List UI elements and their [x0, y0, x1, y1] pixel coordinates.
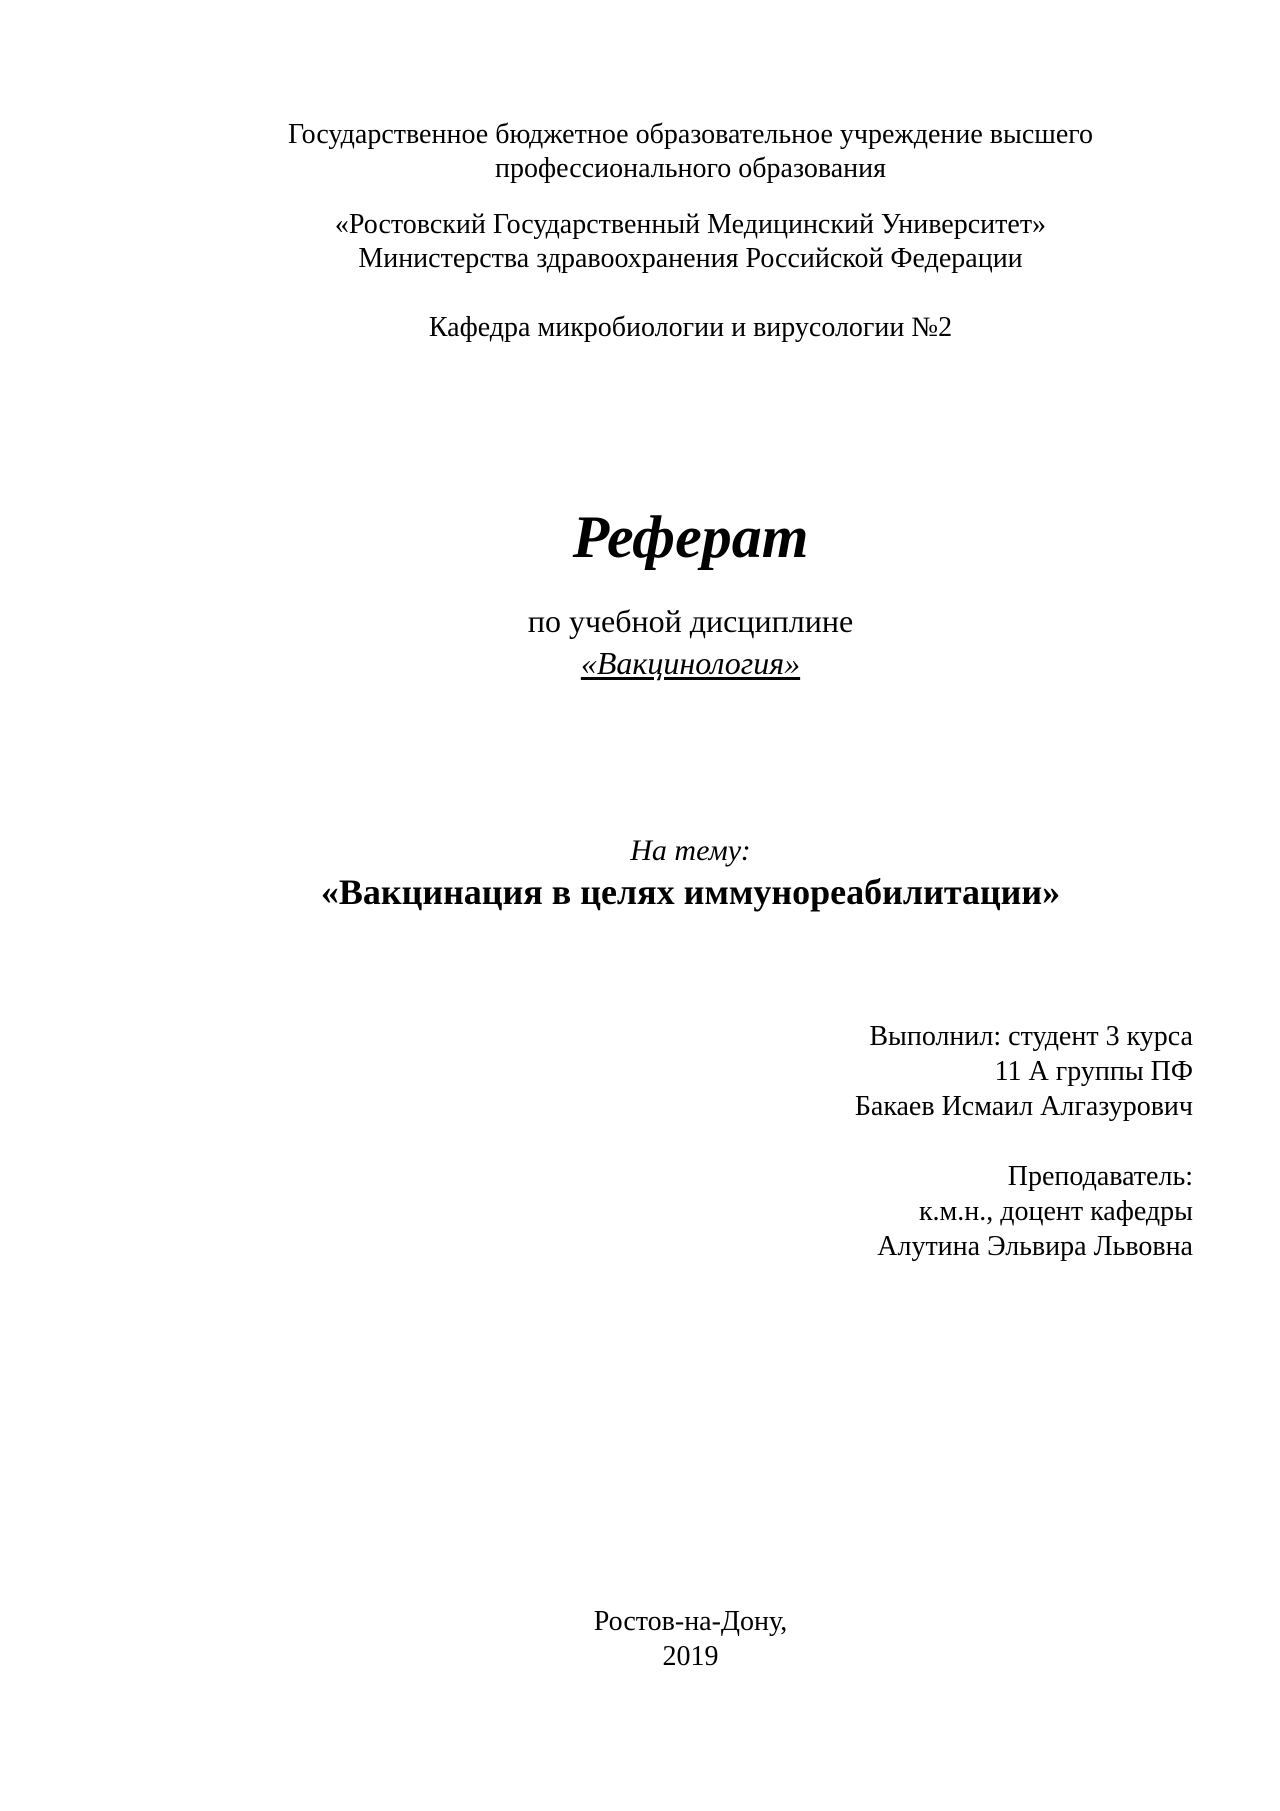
university-ministry: Министерства здравоохранения Российской Федерации — [358, 243, 1023, 274]
footer-city: Ростов-на-Дону, — [593, 1606, 788, 1637]
institution-line-2: профессионального образования — [495, 153, 886, 184]
teacher-block — [188, 1159, 1193, 1264]
teacher-name-line: Алутина Эльвира Львовна — [877, 1231, 1193, 1262]
university-block — [188, 208, 1193, 276]
author-block — [188, 1019, 1193, 1124]
teacher-degree-line: к.м.н., доцент кафедры — [918, 1196, 1193, 1227]
teacher-role-line: Преподаватель: — [1007, 1161, 1193, 1192]
discipline-name: «Вакцинология» — [580, 645, 801, 681]
title-page-content — [188, 118, 1193, 1674]
discipline-label: по учебной дисциплине — [527, 603, 854, 639]
document-type-heading: Реферат — [572, 504, 809, 570]
institution-block — [188, 118, 1193, 186]
topic-label: На тему: — [630, 834, 751, 867]
author-name-line: Бакаев Исмаил Алгазурович — [854, 1091, 1193, 1122]
discipline-block — [188, 600, 1193, 684]
department-name: Кафедра микробиологии и вирусологии №2 — [428, 312, 953, 343]
topic-block — [188, 832, 1193, 914]
university-name: «Ростовский Государственный Медицинский Университет» — [334, 209, 1047, 240]
author-role-line: Выполнил: студент 3 курса — [869, 1021, 1193, 1052]
footer-year: 2019 — [662, 1641, 719, 1672]
topic-title: «Вакцинация в целях иммунореабилитации» — [320, 872, 1061, 912]
author-group-line: 11 А группы ПФ — [994, 1056, 1193, 1087]
institution-line-1: Государственное бюджетное образовательное учреждение высшего — [287, 119, 1094, 150]
footer-block — [188, 1604, 1193, 1674]
department-block — [188, 311, 1193, 345]
